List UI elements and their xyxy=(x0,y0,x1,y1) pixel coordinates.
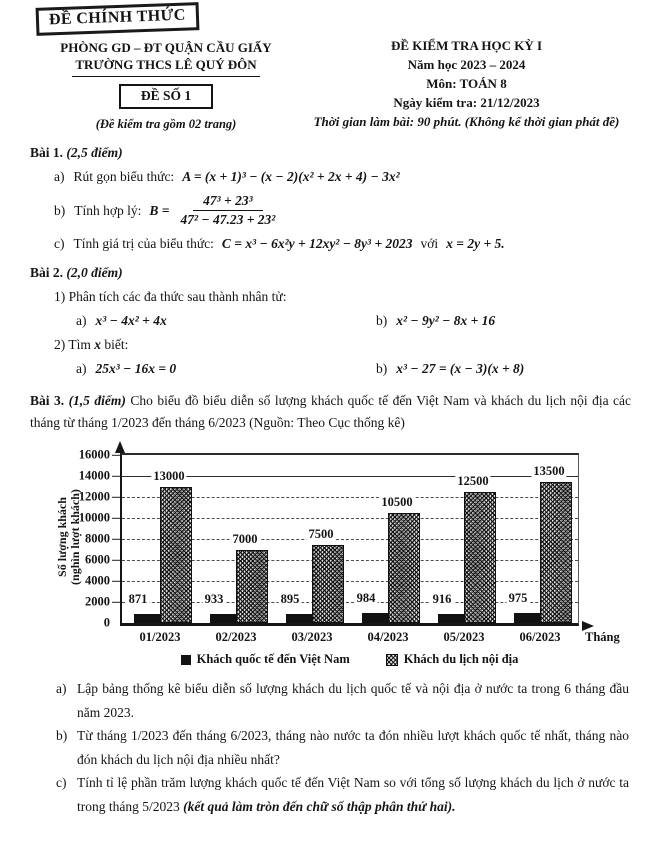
bar-value-international: 975 xyxy=(508,591,528,606)
bar-value-domestic: 10500 xyxy=(381,495,413,510)
question-a: a) Lập bảng thống kê biểu diễn số lượng khách du lịch quốc tế và nội địa ở nước ta trong 6 tháng đầu năm 2023. xyxy=(56,681,629,720)
bar-value-domestic: 7500 xyxy=(308,526,334,541)
y-tick-label: 4000 xyxy=(85,573,110,588)
bar-international xyxy=(438,614,464,624)
math-expression: x = 2y + 5. xyxy=(446,236,505,252)
y-tick-mark xyxy=(112,581,120,583)
legend-label: Khách quốc tế đến Việt Nam xyxy=(196,652,350,667)
y-tick-mark xyxy=(112,518,120,520)
x-tick-label: 04/2023 xyxy=(367,630,409,645)
tourist-bar-chart xyxy=(54,439,631,667)
exercise1-item-b: b) Tính hợp lý: B = $\frac{\text{47³ + 23³}}{\text{47² − 47.23 + 23²}}$ xyxy=(54,193,631,228)
exam-number-box: ĐỀ SỐ 1 xyxy=(119,84,213,109)
math-variable: x xyxy=(94,337,102,353)
exercise1-item-a: a) Rút gọn biểu thức: A = (x + 1)³ − (x − 2)(x² + 2x + 4) − 3x² xyxy=(54,169,400,184)
bar-international xyxy=(514,613,540,623)
exercise3-questions xyxy=(56,677,631,818)
bar-value-domestic: 13500 xyxy=(533,463,565,478)
math-expression: x³ − 27 = (x − 3)(x + 8) xyxy=(396,361,525,377)
exercise2-part2-heading: 2) Tìm x biết: xyxy=(54,337,129,353)
bar-domestic xyxy=(464,492,496,623)
x-axis-labels xyxy=(120,629,620,647)
y-tick-label: 6000 xyxy=(85,552,110,567)
y-tick-mark xyxy=(112,455,120,457)
bar-domestic xyxy=(236,550,268,624)
y-tick-mark xyxy=(112,560,120,562)
department-name: PHÒNG GD – ĐT QUẬN CẦU GIẤY xyxy=(60,40,272,55)
bar-international xyxy=(134,614,160,623)
legend-item xyxy=(181,652,350,667)
y-tick-label: 10000 xyxy=(78,510,110,525)
exercise3-intro: Cho biểu đồ biểu diễn số lượng khách quốc tế đến Việt Nam và khách du lịch nội địa các tháng từ tháng 1/2023 đến tháng 6/2023 (Nguồn: Theo Cục thống kê) xyxy=(30,393,632,430)
bar-value-domestic: 7000 xyxy=(232,531,258,546)
question-c: c) Tính tỉ lệ phần trăm lượng khách quốc tế đến Việt Nam so với tổng số lượng khách du lịch ở nước ta trong tháng 5/2023 (kết quả làm tròn đến chữ số thập phân thứ hai). xyxy=(56,775,629,814)
y-tick-label: 2000 xyxy=(85,594,110,609)
bar-value-international: 895 xyxy=(280,591,300,606)
bar-international xyxy=(286,614,312,623)
bar-domestic xyxy=(160,487,192,624)
bar-international xyxy=(210,614,236,624)
y-tick-mark xyxy=(112,476,120,478)
header-school-column xyxy=(30,36,302,132)
math-expression: B = xyxy=(149,202,170,218)
school-year: Năm học 2023 – 2024 xyxy=(407,57,526,72)
exercise1-label: Bài 1. xyxy=(30,145,64,160)
bar-value-domestic: 13000 xyxy=(153,468,185,483)
exercise2-item-2b: b) x³ − 27 = (x − 3)(x + 8) xyxy=(376,361,525,377)
bar-international xyxy=(362,613,388,623)
bar-value-international: 871 xyxy=(128,592,148,607)
x-tick-label: 01/2023 xyxy=(139,630,181,645)
y-tick-label: 0 xyxy=(103,615,110,630)
bar-value-domestic: 12500 xyxy=(457,474,489,489)
y-tick-label: 14000 xyxy=(78,468,110,483)
legend-item xyxy=(386,652,519,667)
y-axis-arrow-icon xyxy=(115,441,125,453)
math-expression: x² − 9y² − 8x + 16 xyxy=(396,313,496,329)
legend-label: Khách du lịch nội địa xyxy=(403,652,519,667)
y-tick-label: 16000 xyxy=(78,447,110,462)
x-tick-label: 05/2023 xyxy=(443,630,485,645)
exercise2-item-1b: b) x² − 9y² − 8x + 16 xyxy=(376,313,496,329)
y-axis-title: Số lượng khách (nghìn lượt khách) xyxy=(55,489,82,586)
math-fraction: $\frac{\text{47³ + 23³}}{\text{47² − 47.23 + 23²}}$ xyxy=(180,193,276,228)
question-b: b) Từ tháng 1/2023 đến tháng 6/2023, tháng nào nước ta đón nhiều lượt khách quốc tế nhất, tháng nào đón khách du lịch nội địa nhiều nhất? xyxy=(56,728,629,767)
exam-title: ĐỀ KIỂM TRA HỌC KỲ I xyxy=(390,38,543,53)
bar-domestic xyxy=(312,545,344,624)
exercise2-part1-heading: 1) Phân tích các đa thức sau thành nhân tử: xyxy=(54,289,287,305)
legend-swatch-international-icon xyxy=(181,655,191,665)
y-tick-mark xyxy=(112,497,120,499)
plot-column xyxy=(78,447,620,667)
exercise3-points: (1,5 điểm) xyxy=(68,393,126,409)
subject: Môn: TOÁN 8 xyxy=(426,76,507,91)
exercise2-heading xyxy=(30,265,631,281)
bar-value-international: 984 xyxy=(356,591,376,606)
math-expression: C = x³ − 6x²y + 12xy² − 8y³ + 2023 xyxy=(221,236,413,252)
math-expression: x³ − 4x² + 4x xyxy=(95,313,167,329)
plot-area xyxy=(78,447,579,630)
exercise1-points: (2,5 điểm) xyxy=(66,145,123,160)
exercise2-item-2a: a) 25x³ − 16x = 0 xyxy=(76,361,177,377)
school-name: TRƯỜNG THCS LÊ QUÝ ĐÔN xyxy=(72,56,259,77)
bar-value-international: 933 xyxy=(204,591,224,606)
y-tick-mark xyxy=(112,602,120,604)
exercise2-part1-items xyxy=(76,313,631,329)
exercise3-heading xyxy=(30,390,631,433)
exercise2-points: (2,0 điểm) xyxy=(66,265,123,281)
exam-header xyxy=(30,36,631,132)
exercise2-label: Bài 2. xyxy=(30,265,64,281)
legend-swatch-domestic-icon xyxy=(386,654,398,666)
stamp-label: ĐỀ CHÍNH THỨC xyxy=(48,6,186,29)
bar-value-international: 916 xyxy=(432,591,452,606)
official-exam-stamp xyxy=(36,2,200,36)
y-tick-label: 12000 xyxy=(78,489,110,504)
bar-domestic xyxy=(388,513,420,623)
exercise2-part2-items xyxy=(76,361,631,377)
x-tick-label: 03/2023 xyxy=(291,630,333,645)
y-tick-mark xyxy=(112,539,120,541)
exercise1-item-c: c) Tính giá trị của biểu thức: C = x³ − 6x²y + 12xy² − 8y³ + 2023 với x = 2y + 5. xyxy=(54,236,505,252)
grid-line xyxy=(122,476,578,477)
y-tick-label: 8000 xyxy=(85,531,110,546)
exercise2-item-1a: a) x³ − 4x² + 4x xyxy=(76,313,167,329)
exam-date: Ngày kiểm tra: 21/12/2023 xyxy=(393,95,540,110)
x-axis-title: Tháng xyxy=(585,630,620,645)
page-count-note: (Đề kiểm tra gồm 02 trang) xyxy=(95,117,237,131)
exercise1-heading xyxy=(30,145,631,161)
exam-duration: Thời gian làm bài: 90 phút. (Không kể thời gian phát đề) xyxy=(313,114,620,129)
x-tick-label: 02/2023 xyxy=(215,630,257,645)
chart-legend xyxy=(120,652,579,667)
bar-domestic xyxy=(540,482,572,624)
math-expression: A = (x + 1)³ − (x − 2)(x² + 2x + 4) − 3x² xyxy=(182,169,400,184)
math-expression: 25x³ − 16x = 0 xyxy=(95,361,177,377)
header-exam-info-column xyxy=(302,36,631,132)
exercise3-label: Bài 3. xyxy=(30,393,65,409)
x-tick-label: 06/2023 xyxy=(519,630,561,645)
